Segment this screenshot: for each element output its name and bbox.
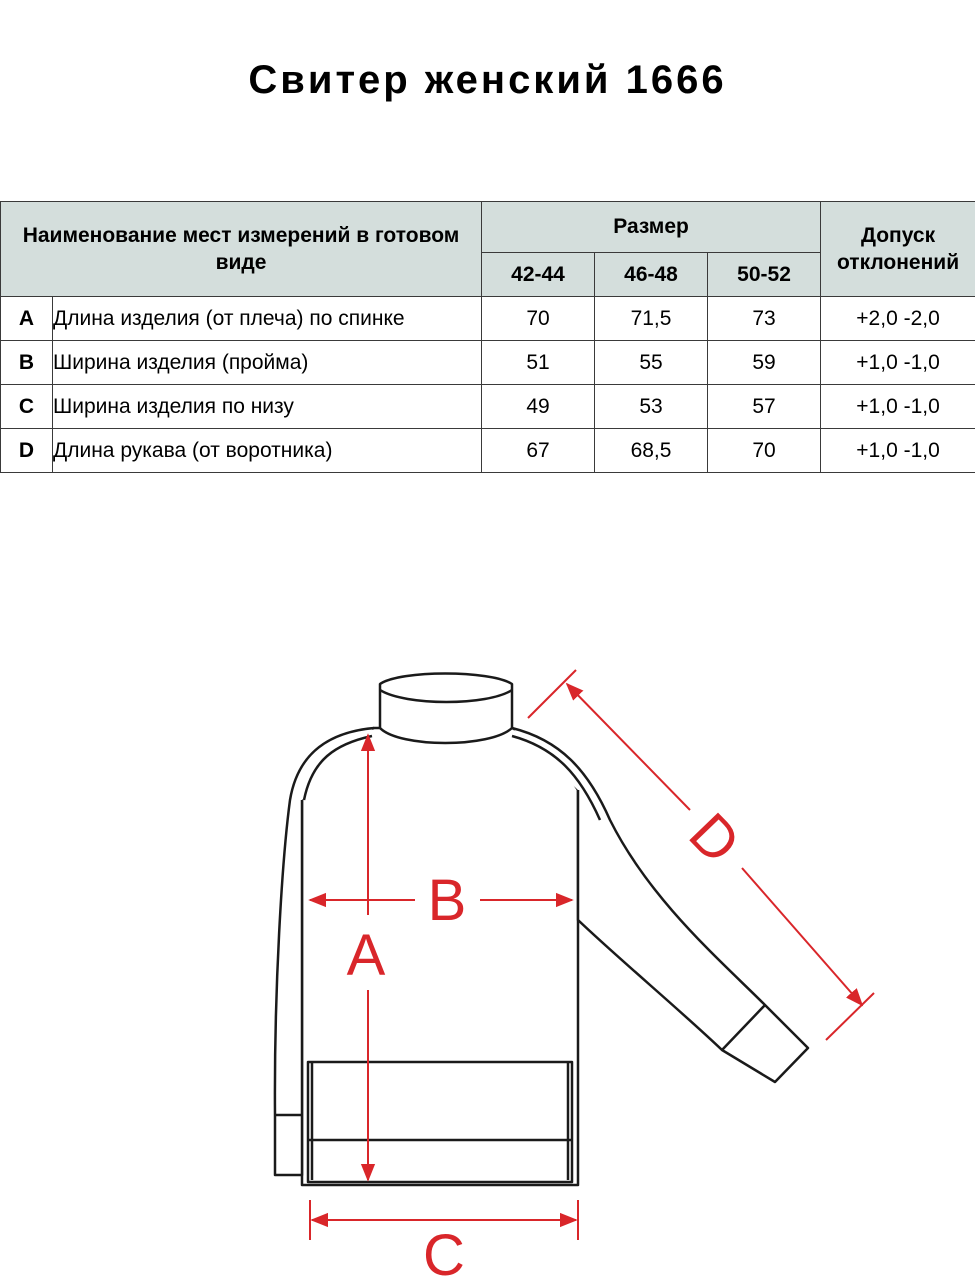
- label-b: B: [427, 868, 467, 933]
- table-row: [1, 341, 975, 385]
- header-size: Размер: [482, 202, 821, 253]
- row-letter: C: [1, 385, 53, 429]
- header-size-1: 42-44: [482, 253, 595, 297]
- row-label: Ширина изделия по низу: [53, 385, 482, 429]
- row-label: Ширина изделия (пройма): [53, 341, 482, 385]
- row-label: Длина изделия (от плеча) по спинке: [53, 297, 482, 341]
- sweater-measurement-diagram: [0, 640, 975, 1280]
- row-tolerance: +1,0 -1,0: [821, 429, 975, 473]
- label-c: C: [423, 1223, 465, 1280]
- header-tolerance: Допуск отклонений: [821, 202, 975, 297]
- row-letter: D: [1, 429, 53, 473]
- row-value: 68,5: [595, 429, 708, 473]
- row-value: 70: [708, 429, 821, 473]
- table-row: [1, 297, 975, 341]
- row-value: 55: [595, 341, 708, 385]
- table-row: [1, 429, 975, 473]
- page-title: Свитер женский 1666: [248, 58, 727, 102]
- row-value: 49: [482, 385, 595, 429]
- row-value: 51: [482, 341, 595, 385]
- row-tolerance: +1,0 -1,0: [821, 341, 975, 385]
- row-value: 57: [708, 385, 821, 429]
- label-d: D: [676, 800, 753, 876]
- label-a: A: [346, 923, 386, 988]
- size-table: [0, 201, 975, 473]
- header-size-2: 46-48: [595, 253, 708, 297]
- row-value: 59: [708, 341, 821, 385]
- row-tolerance: +1,0 -1,0: [821, 385, 975, 429]
- row-value: 73: [708, 297, 821, 341]
- header-measurement-name: Наименование мест измерений в готовом виде: [1, 202, 482, 297]
- row-value: 67: [482, 429, 595, 473]
- row-letter: B: [1, 341, 53, 385]
- row-letter: A: [1, 297, 53, 341]
- table-row: [1, 385, 975, 429]
- header-size-3: 50-52: [708, 253, 821, 297]
- row-tolerance: +2,0 -2,0: [821, 297, 975, 341]
- row-label: Длина рукава (от воротника): [53, 429, 482, 473]
- row-value: 70: [482, 297, 595, 341]
- row-value: 53: [595, 385, 708, 429]
- row-value: 71,5: [595, 297, 708, 341]
